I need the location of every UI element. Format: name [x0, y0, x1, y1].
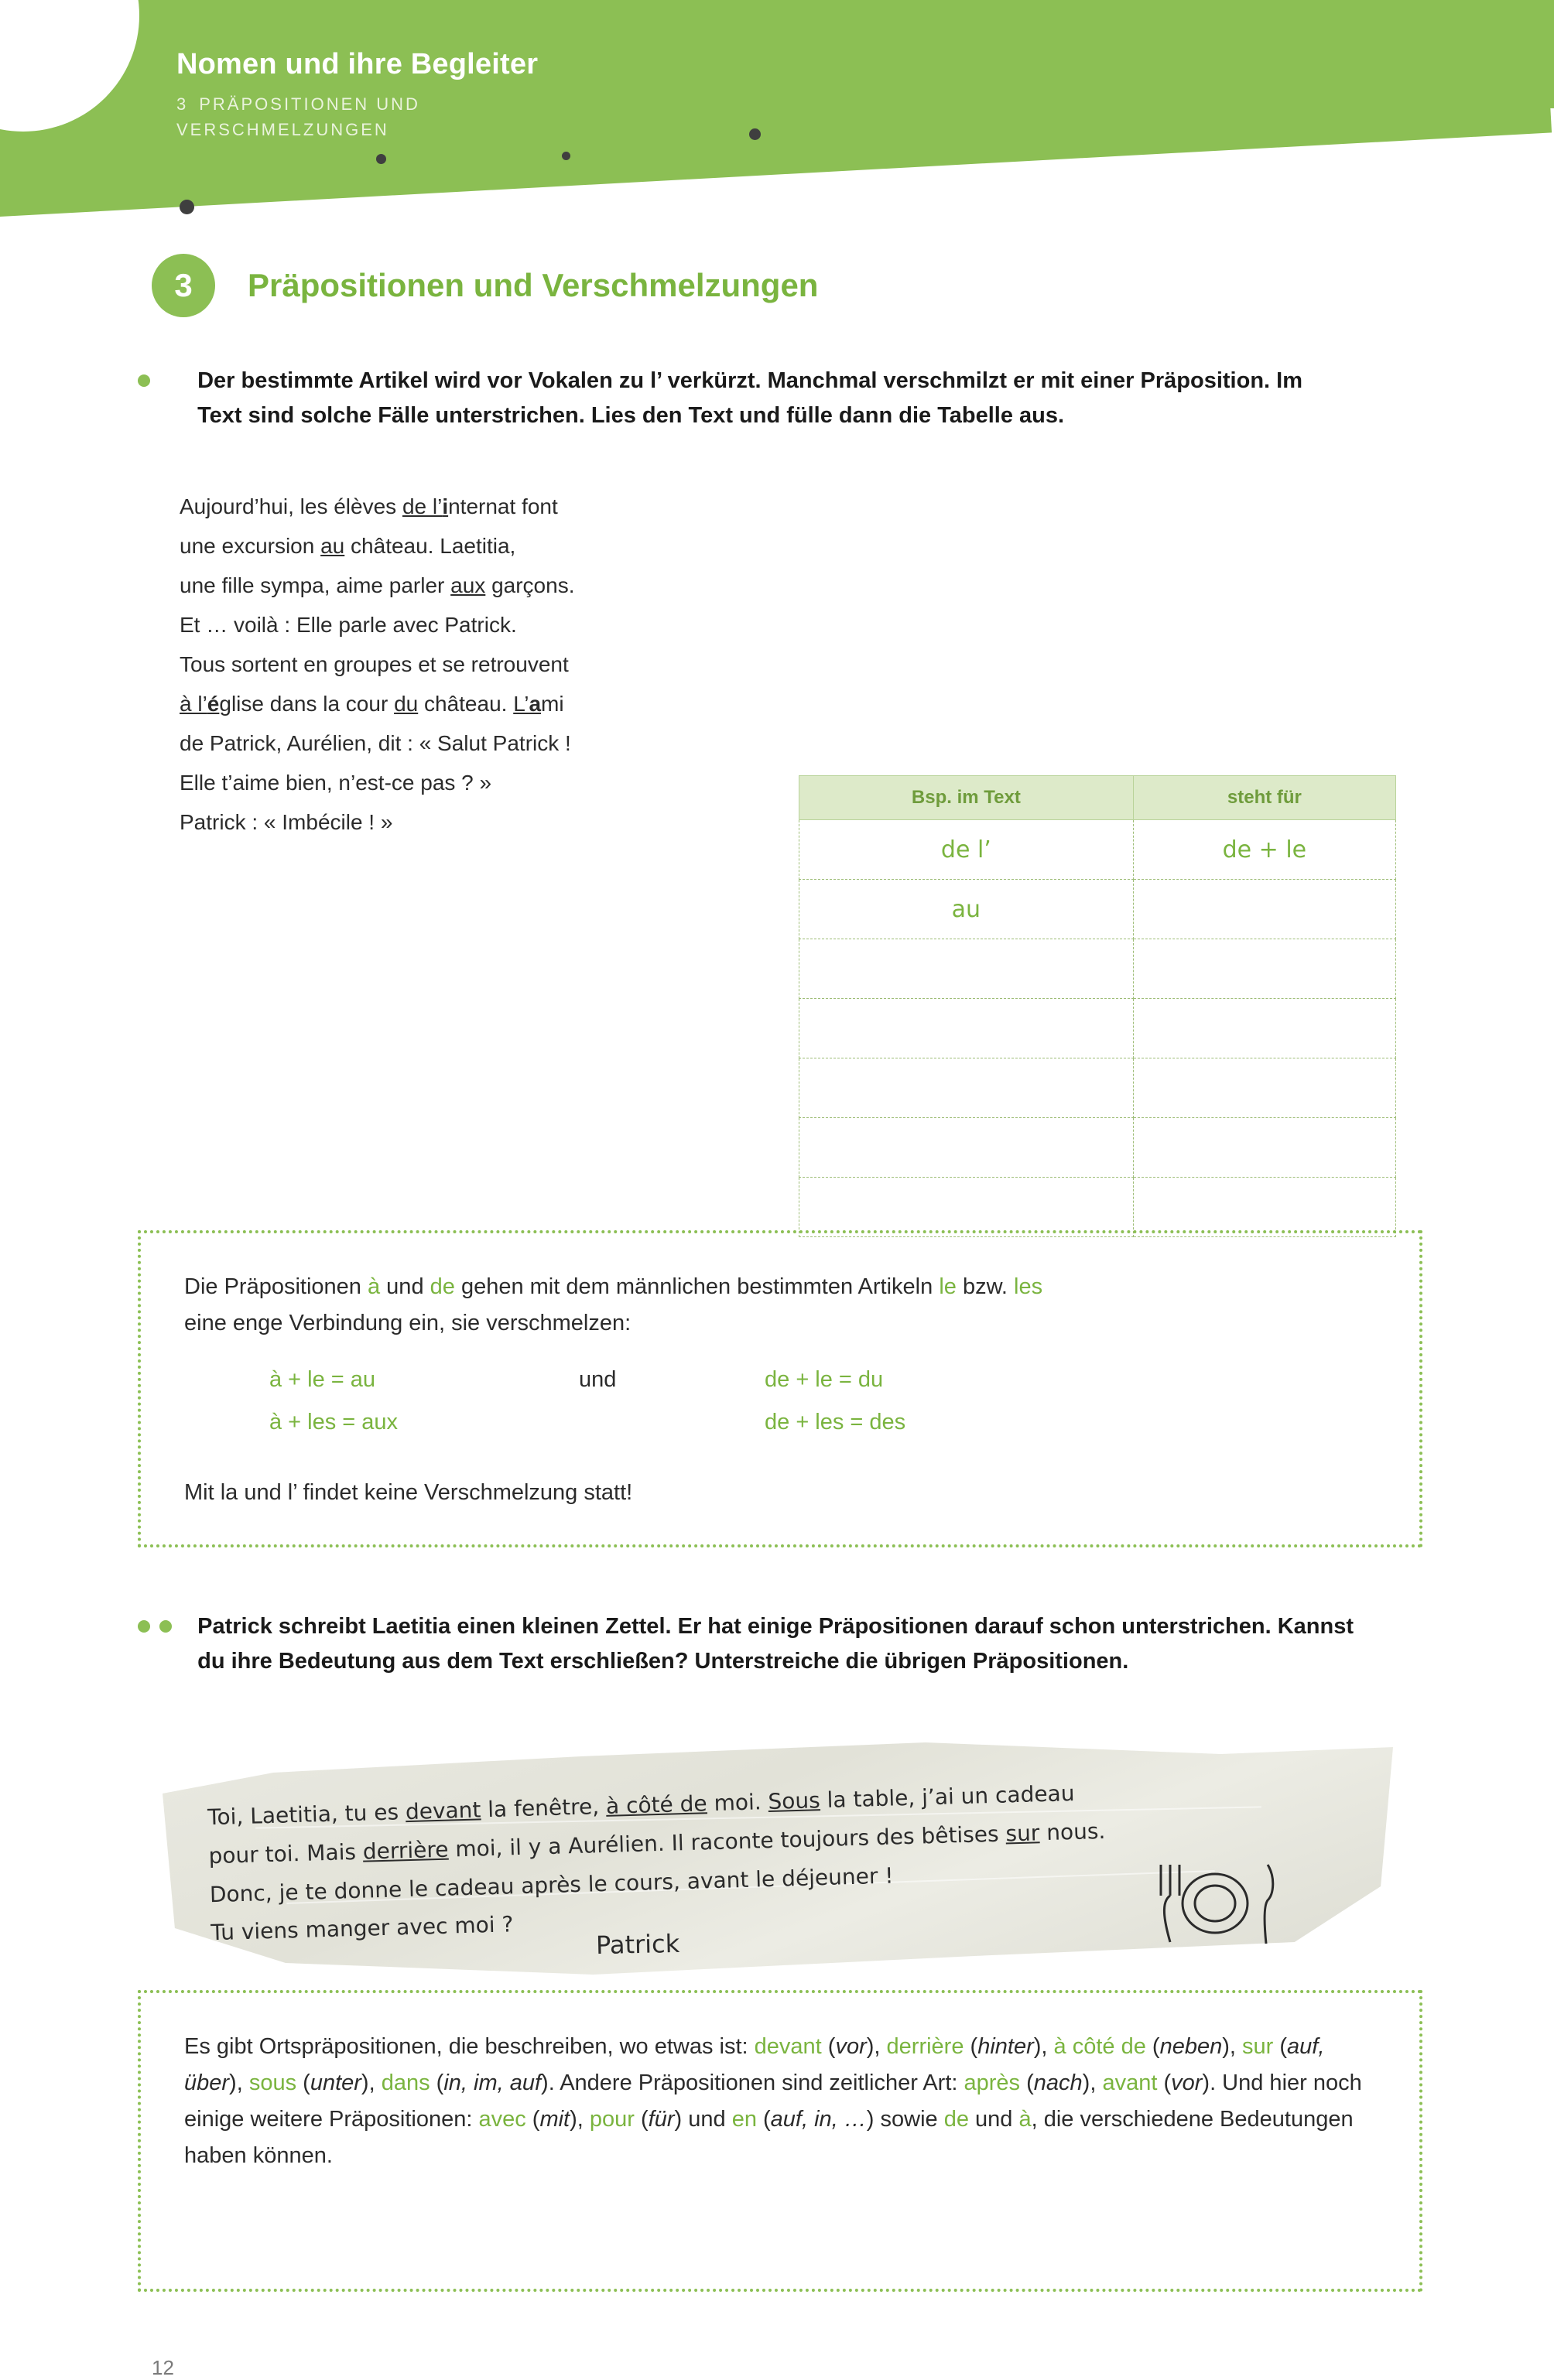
info-text-fragment: und: [380, 1274, 430, 1299]
french-reading-text: [180, 487, 799, 843]
info-text-fragment: Die Präpositionen: [184, 1274, 368, 1299]
french-line: à l’église dans la cour du château. L’ami: [180, 691, 564, 716]
table-cell-example[interactable]: au: [799, 880, 1134, 939]
task-1-instruction: Der bestimmte Artikel wird vor Vokalen zu l’ verkürzt. Manchmal verschmilzt er mit einer Präposition. Im Text sind solche Fälle unterstrichen. Lies den Text und fülle dann die Tabelle aus.: [197, 368, 1302, 428]
french-line: Elle t’aime bien, n’est-ce pas ? »: [180, 770, 492, 795]
table-header-cell: Bsp. im Text: [799, 776, 1134, 820]
info-box-praepositionen: [138, 1990, 1422, 2292]
section-header: [152, 254, 818, 317]
table-cell-example[interactable]: [799, 999, 1134, 1058]
table-cell-meaning[interactable]: de + le: [1133, 820, 1395, 880]
info-text-fragment: gehen mit dem männlichen bestimmten Artikeln: [454, 1274, 940, 1299]
difficulty-dot-icon: [138, 374, 150, 387]
article-le: le: [939, 1274, 957, 1299]
info-box-2-content: [141, 1993, 1419, 2210]
info-2-text: Es gibt Ortspräpositionen, die beschreiben, wo etwas ist: devant (vor), derrière (hinter), à côté de (neben), sur (auf, über), sous (unter), dans (in, im, auf). Andere Präpositionen sind zeitlicher Art: après (nach), avant (vor). Und hier noch einige weitere Präpositionen: avec (mit), pour (für) und en (auf, in, …) sowie de und à, die verschiedene Bedeutungen haben können.: [184, 2034, 1362, 2168]
header-chapter-label: PRÄPOSITIONEN UND VERSCHMELZUNGEN: [176, 94, 420, 139]
prep-de: de: [430, 1274, 455, 1299]
difficulty-dot-icon: [138, 1620, 150, 1633]
decorative-dot: [749, 128, 761, 140]
formula-a-les: à + les = aux: [269, 1410, 399, 1435]
formula-spacer: [579, 1401, 765, 1444]
task-2: [138, 1609, 1376, 1679]
table-cell-meaning[interactable]: [1133, 1058, 1395, 1118]
table-row: [799, 1178, 1396, 1237]
page-number: 12: [152, 2356, 174, 2379]
section-title: Präpositionen und Verschmelzungen: [248, 267, 819, 303]
french-line: une excursion au château. Laetitia,: [180, 533, 516, 558]
note-line: Tu viens manger avec moi ?: [210, 1911, 514, 1946]
info-box-footer: Mit la und l’ findet keine Verschmelzung statt!: [184, 1480, 633, 1506]
info-box-line-1: [184, 1269, 1376, 1305]
french-line: Et … voilà : Elle parle avec Patrick.: [180, 612, 517, 637]
decorative-dot: [180, 200, 194, 214]
table-cell-example[interactable]: [799, 1178, 1134, 1237]
info-text-fragment: bzw.: [956, 1274, 1015, 1299]
french-line: de Patrick, Aurélien, dit : « Salut Patrick !: [180, 730, 571, 755]
verschmelzung-table: [799, 775, 1396, 1237]
info-box-content: [141, 1233, 1419, 1547]
french-line: Tous sortent en groupes et se retrouvent: [180, 651, 569, 676]
formula-de-les: de + les = des: [765, 1410, 906, 1435]
table-row: [799, 1118, 1396, 1178]
table-header-row: [799, 776, 1396, 820]
header-title: Nomen und ihre Begleiter: [176, 48, 539, 80]
table-cell-meaning[interactable]: [1133, 999, 1395, 1058]
note-signature: Patrick: [595, 1928, 680, 1961]
header-subtitle: [176, 91, 509, 142]
table-cell-meaning[interactable]: [1133, 939, 1395, 999]
table-cell-example[interactable]: [799, 1058, 1134, 1118]
table-row: [799, 880, 1396, 939]
task-2-bullets: [138, 1609, 197, 1633]
cutlery-plate-doodle-icon: [1138, 1851, 1292, 1951]
info-box-line-2: eine enge Verbindung ein, sie verschmelzen:: [184, 1310, 632, 1335]
table-cell-meaning[interactable]: [1133, 1118, 1395, 1178]
note-line: Toi, Laetitia, tu es devant la fenêtre, à côté de moi. Sous la table, j’ai un cadeau: [207, 1780, 1075, 1831]
decorative-dot: [562, 152, 570, 160]
task-2-instruction: Patrick schreibt Laetitia einen kleinen Zettel. Er hat einige Präpositionen darauf schon unterstrichen. Kannst du ihre Bedeutung aus dem Text erschließen? Unterstreiche die übrigen Präpositionen.: [197, 1614, 1354, 1674]
prep-a: à: [367, 1274, 381, 1299]
french-line: Patrick : « Imbécile ! »: [180, 809, 393, 834]
section-badge: 3: [152, 254, 215, 317]
table-row: [799, 939, 1396, 999]
info-box-verschmelzung: [138, 1230, 1422, 1547]
note-line: Donc, je te donne le cadeau après le cours, avant le déjeuner !: [209, 1862, 894, 1907]
formula-row: [269, 1359, 1376, 1401]
note-line: pour toi. Mais derrière moi, il y a Aurélien. Il raconte toujours des bêtises sur nous.: [208, 1817, 1106, 1869]
table-row: [799, 999, 1396, 1058]
difficulty-dot-icon: [159, 1620, 172, 1633]
formula-conjunction: und: [579, 1366, 617, 1392]
table-cell-meaning[interactable]: [1133, 880, 1395, 939]
task-1: [138, 364, 1345, 433]
formula-row: [269, 1401, 1376, 1444]
formula-grid: [269, 1359, 1376, 1444]
table-row: [799, 820, 1396, 880]
french-line: Aujourd’hui, les élèves de l’internat font: [180, 494, 558, 518]
article-les: les: [1014, 1274, 1043, 1299]
handwritten-note: [163, 1742, 1393, 1975]
table-cell-example[interactable]: de l’: [799, 820, 1134, 880]
table-header-cell: steht für: [1133, 776, 1395, 820]
header-text-group: [176, 48, 538, 142]
table-cell-meaning[interactable]: [1133, 1178, 1395, 1237]
french-line: une fille sympa, aime parler aux garçons.: [180, 573, 575, 597]
table-cell-example[interactable]: [799, 1118, 1134, 1178]
header-chapter-number: 3: [176, 94, 189, 114]
table-row: [799, 1058, 1396, 1118]
formula-a-le: à + le = au: [269, 1366, 376, 1392]
task-1-bullets: [138, 364, 197, 387]
decorative-dot: [376, 154, 386, 164]
table-cell-example[interactable]: [799, 939, 1134, 999]
formula-de-le: de + le = du: [765, 1366, 884, 1392]
